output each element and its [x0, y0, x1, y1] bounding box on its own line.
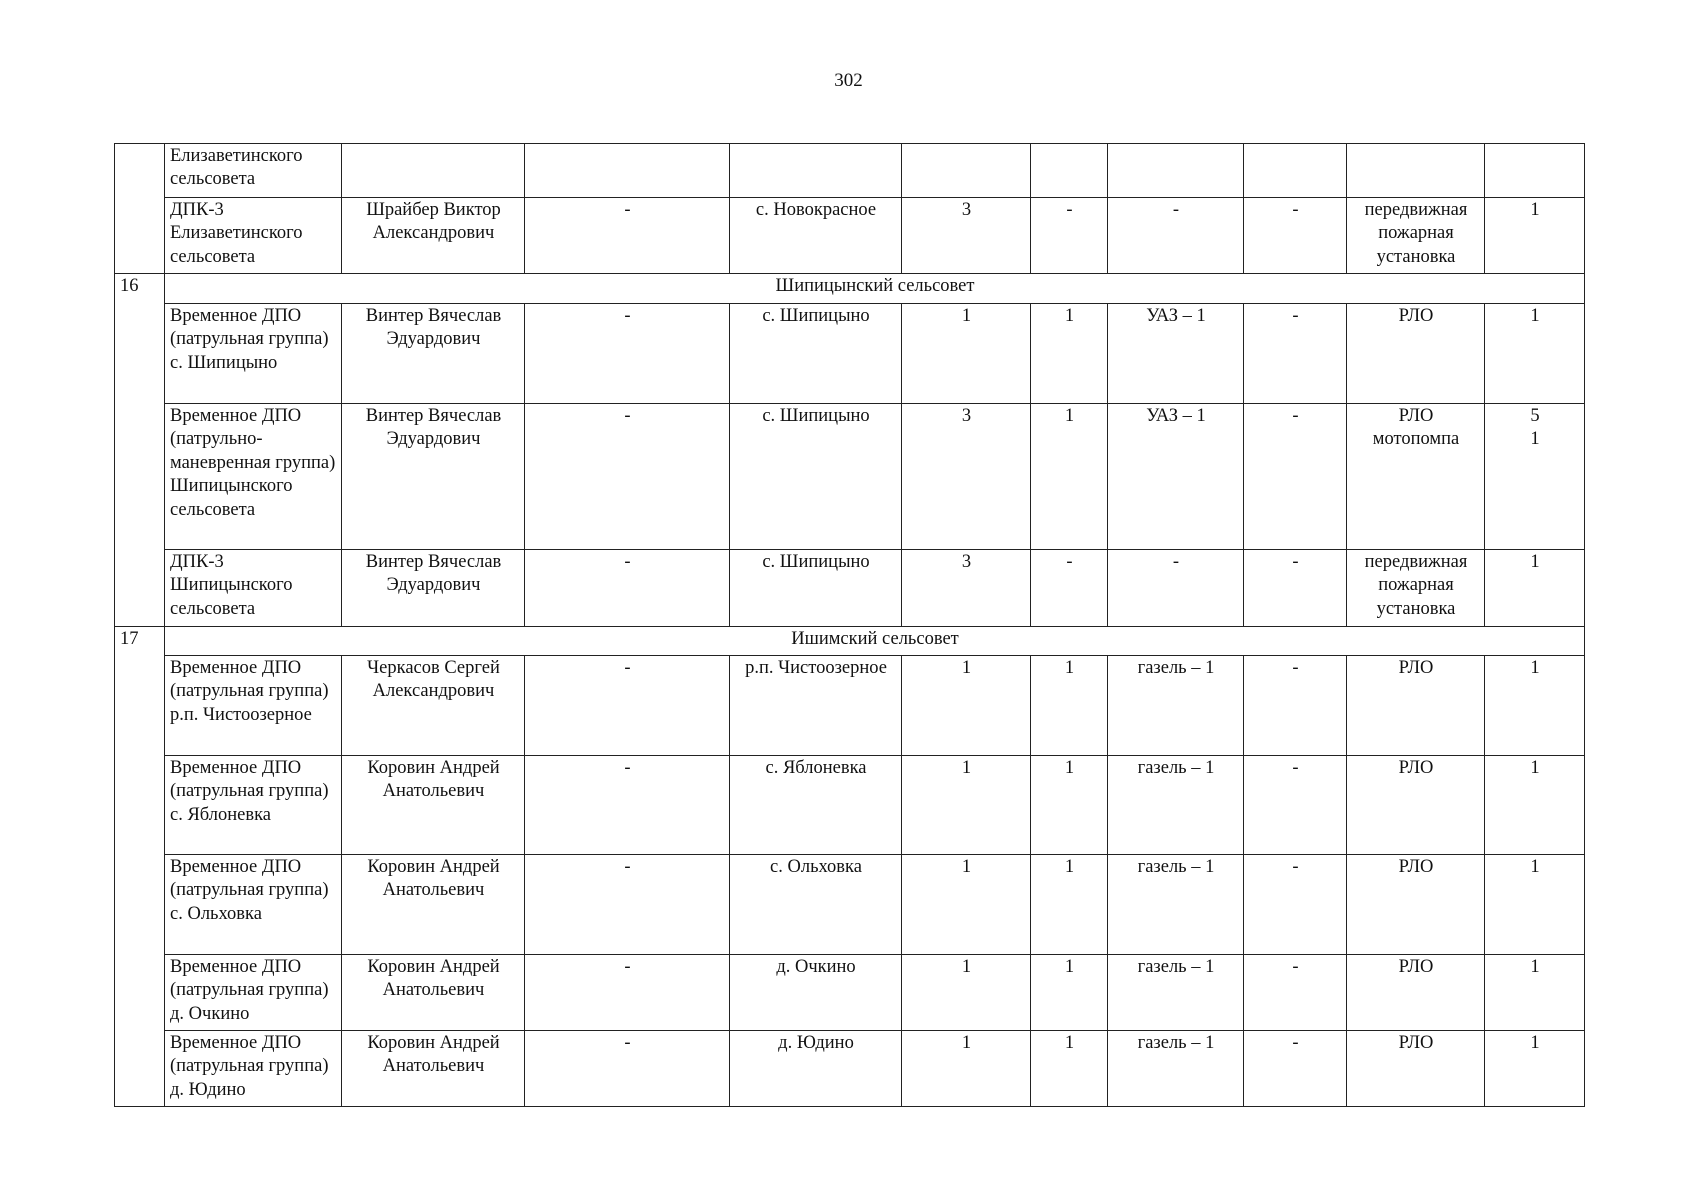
phone-cell: - [525, 1031, 730, 1107]
unit-name-cell: Временное ДПО (патрульная группа) д. Юдино [165, 1031, 342, 1107]
table-row [115, 656, 1585, 756]
equipment-cell [1347, 144, 1485, 198]
chief-name-cell: Шрайбер Виктор Александрович [342, 198, 525, 274]
staff-count-cell: 1 [902, 656, 1031, 756]
staff-count-cell: 1 [902, 855, 1031, 955]
location-cell: с. Шипицыно [730, 404, 902, 550]
equipment-cell: передвижная пожарная установка [1347, 550, 1485, 627]
quantity-cell: 1 [1485, 304, 1585, 404]
unit-name-cell: Временное ДПО (патрульно-маневренная группа) Шипицынского сельсовета [165, 404, 342, 550]
quantity-cell: 5 1 [1485, 404, 1585, 550]
phone-cell [525, 144, 730, 198]
equipment-cell: РЛО [1347, 855, 1485, 955]
quantity-cell [1485, 144, 1585, 198]
shift-count-cell [1031, 144, 1108, 198]
table-row [115, 550, 1585, 627]
vehicle-cell: газель – 1 [1108, 1031, 1244, 1107]
vehicle-cell: газель – 1 [1108, 656, 1244, 756]
unit-name-cell: Елизаветинского сельсовета [165, 144, 342, 198]
location-cell: д. Очкино [730, 955, 902, 1031]
shift-count-cell: - [1031, 198, 1108, 274]
unit-name-cell: Временное ДПО (патрульная группа) р.п. Чистоозерное [165, 656, 342, 756]
chief-name-cell: Коровин Андрей Анатольевич [342, 855, 525, 955]
location-cell: с. Ольховка [730, 855, 902, 955]
section-header-row [115, 627, 1585, 656]
phone-cell: - [525, 855, 730, 955]
chief-name-cell [342, 144, 525, 198]
quantity-cell: 1 [1485, 855, 1585, 955]
table-row [115, 855, 1585, 955]
staff-count-cell: 1 [902, 1031, 1031, 1107]
fire-units-table [114, 143, 1585, 1107]
table-row [115, 304, 1585, 404]
quantity-cell: 1 [1485, 550, 1585, 627]
unit-name-cell: Временное ДПО (патрульная группа) с. Яблоневка [165, 756, 342, 855]
chief-name-cell: Винтер Вячеслав Эдуардович [342, 550, 525, 627]
special-cell: - [1244, 550, 1347, 627]
chief-name-cell: Коровин Андрей Анатольевич [342, 955, 525, 1031]
unit-name-cell: Временное ДПО (патрульная группа) д. Очкино [165, 955, 342, 1031]
table-row [115, 198, 1585, 274]
equipment-cell: РЛО [1347, 304, 1485, 404]
staff-count-cell: 1 [902, 304, 1031, 404]
quantity-cell: 1 [1485, 955, 1585, 1031]
quantity-cell: 1 [1485, 756, 1585, 855]
phone-cell: - [525, 304, 730, 404]
special-cell: - [1244, 955, 1347, 1031]
location-cell: с. Шипицыно [730, 304, 902, 404]
unit-name-cell: Временное ДПО (патрульная группа) с. Ольховка [165, 855, 342, 955]
vehicle-cell: УАЗ – 1 [1108, 404, 1244, 550]
table-row [115, 756, 1585, 855]
chief-name-cell: Черкасов Сергей Александрович [342, 656, 525, 756]
staff-count-cell [902, 144, 1031, 198]
section-number-cell [115, 144, 165, 274]
shift-count-cell: - [1031, 550, 1108, 627]
unit-name-cell: ДПК-3 Шипицынского сельсовета [165, 550, 342, 627]
section-header-row [115, 274, 1585, 304]
shift-count-cell: 1 [1031, 304, 1108, 404]
quantity-cell: 1 [1485, 1031, 1585, 1107]
location-cell: с. Шипицыно [730, 550, 902, 627]
phone-cell: - [525, 198, 730, 274]
shift-count-cell: 1 [1031, 955, 1108, 1031]
staff-count-cell: 1 [902, 756, 1031, 855]
quantity-cell: 1 [1485, 656, 1585, 756]
location-cell: д. Юдино [730, 1031, 902, 1107]
shift-count-cell: 1 [1031, 656, 1108, 756]
staff-count-cell: 3 [902, 550, 1031, 627]
chief-name-cell: Коровин Андрей Анатольевич [342, 756, 525, 855]
table-row [115, 404, 1585, 550]
chief-name-cell: Винтер Вячеслав Эдуардович [342, 304, 525, 404]
unit-name-cell: ДПК-3 Елизаветинского сельсовета [165, 198, 342, 274]
table-row [115, 144, 1585, 198]
vehicle-cell: - [1108, 550, 1244, 627]
table-body [115, 144, 1585, 1107]
vehicle-cell: газель – 1 [1108, 955, 1244, 1031]
equipment-cell: РЛО [1347, 955, 1485, 1031]
vehicle-cell [1108, 144, 1244, 198]
table-row [115, 955, 1585, 1031]
special-cell: - [1244, 198, 1347, 274]
special-cell: - [1244, 756, 1347, 855]
section-title-cell: Шипицынский сельсовет [165, 274, 1585, 304]
staff-count-cell: 1 [902, 955, 1031, 1031]
location-cell: р.п. Чистоозерное [730, 656, 902, 756]
page-number: 302 [834, 70, 863, 91]
shift-count-cell: 1 [1031, 855, 1108, 955]
location-cell: с. Яблоневка [730, 756, 902, 855]
equipment-cell: РЛО [1347, 656, 1485, 756]
phone-cell: - [525, 550, 730, 627]
chief-name-cell: Винтер Вячеслав Эдуардович [342, 404, 525, 550]
vehicle-cell: УАЗ – 1 [1108, 304, 1244, 404]
phone-cell: - [525, 656, 730, 756]
special-cell: - [1244, 1031, 1347, 1107]
phone-cell: - [525, 404, 730, 550]
special-cell [1244, 144, 1347, 198]
vehicle-cell: газель – 1 [1108, 756, 1244, 855]
vehicle-cell: газель – 1 [1108, 855, 1244, 955]
section-number-cell: 16 [115, 274, 165, 627]
section-number-cell: 17 [115, 627, 165, 1107]
special-cell: - [1244, 855, 1347, 955]
phone-cell: - [525, 955, 730, 1031]
equipment-cell: передвижная пожарная установка [1347, 198, 1485, 274]
location-cell: с. Новокрасное [730, 198, 902, 274]
unit-name-cell: Временное ДПО (патрульная группа) с. Шипицыно [165, 304, 342, 404]
shift-count-cell: 1 [1031, 1031, 1108, 1107]
equipment-cell: РЛО [1347, 756, 1485, 855]
vehicle-cell: - [1108, 198, 1244, 274]
special-cell: - [1244, 404, 1347, 550]
location-cell [730, 144, 902, 198]
equipment-cell: РЛО [1347, 1031, 1485, 1107]
quantity-cell: 1 [1485, 198, 1585, 274]
shift-count-cell: 1 [1031, 756, 1108, 855]
chief-name-cell: Коровин Андрей Анатольевич [342, 1031, 525, 1107]
table-row [115, 1031, 1585, 1107]
phone-cell: - [525, 756, 730, 855]
staff-count-cell: 3 [902, 198, 1031, 274]
special-cell: - [1244, 304, 1347, 404]
shift-count-cell: 1 [1031, 404, 1108, 550]
special-cell: - [1244, 656, 1347, 756]
equipment-cell: РЛО мотопомпа [1347, 404, 1485, 550]
staff-count-cell: 3 [902, 404, 1031, 550]
section-title-cell: Ишимский сельсовет [165, 627, 1585, 656]
